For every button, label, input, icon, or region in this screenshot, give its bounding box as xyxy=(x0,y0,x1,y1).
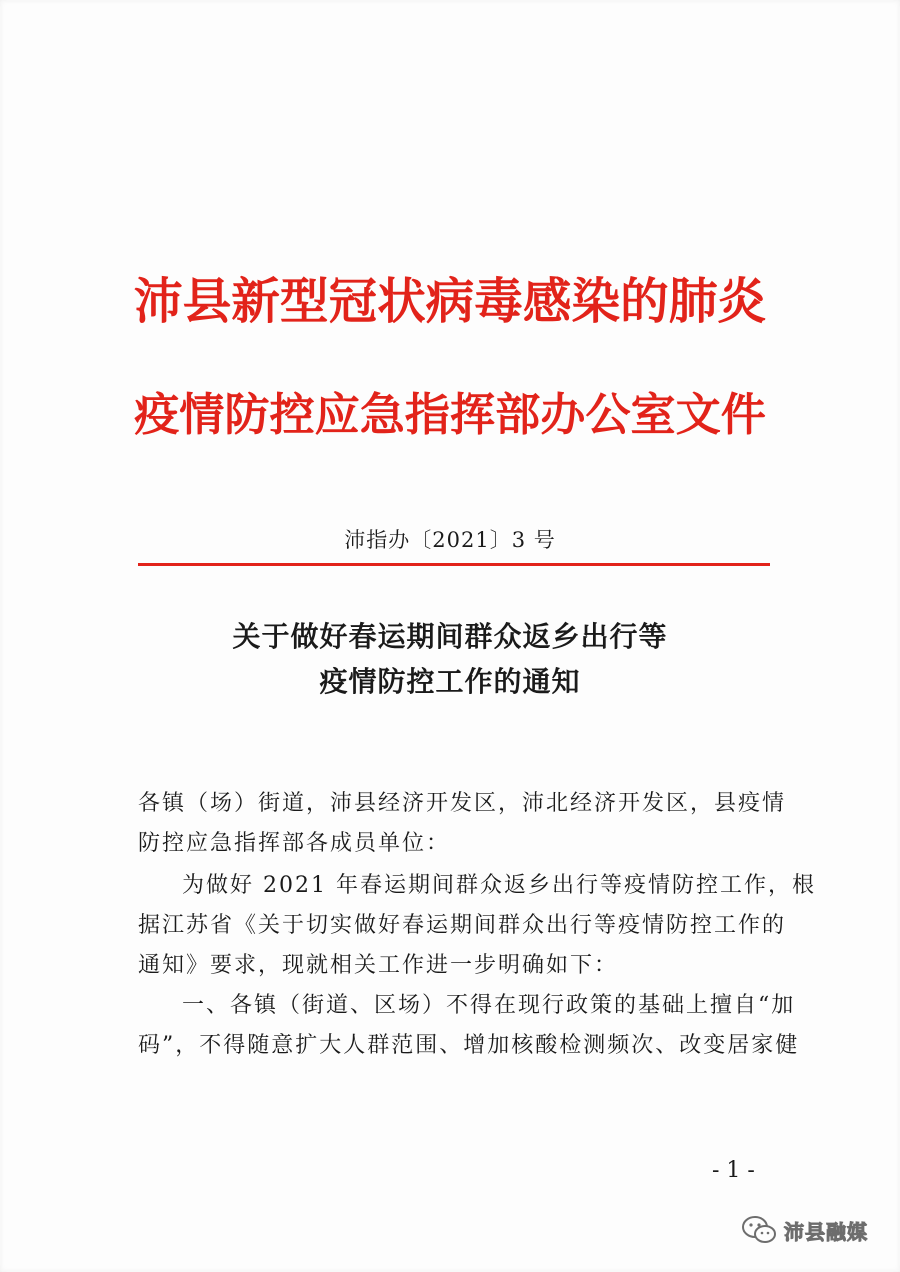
paragraph-1-line-1: 为做好 2021 年春运期间群众返乡出行等疫情防控工作，根 xyxy=(182,873,816,898)
wechat-icon xyxy=(740,1214,778,1246)
addressee-line-2: 防控应急指挥部各成员单位： xyxy=(138,831,451,856)
paragraph-2-line-2: 码”，不得随意扩大人群范围、增加核酸检测频次、改变居家健 xyxy=(138,1033,800,1058)
paragraph-2-line-1: 一、各镇（街道、区场）不得在现行政策的基础上擅自“加 xyxy=(182,993,796,1018)
notice-title-line-2: 疫情防控工作的通知 xyxy=(319,665,581,698)
paragraph-1-line-2: 据江苏省《关于切实做好春运期间群众出行等疫情防控工作的 xyxy=(138,913,787,938)
notice-title-line-1: 关于做好春运期间群众返乡出行等 xyxy=(232,620,668,653)
document-number: 沛指办〔2021〕3 号 xyxy=(344,528,556,552)
paragraph-1-line-3: 通知》要求，现就相关工作进一步明确如下： xyxy=(138,953,619,978)
issuing-authority-line-2: 疫情防控应急指挥部办公室文件 xyxy=(134,388,766,441)
page-number: - 1 - xyxy=(712,1158,755,1183)
addressee-line-1: 各镇（场）街道，沛县经济开发区，沛北经济开发区，县疫情 xyxy=(138,791,787,816)
wechat-watermark xyxy=(740,1214,868,1246)
watermark-text: 沛县融媒 xyxy=(784,1219,868,1244)
issuing-authority-line-1: 沛县新型冠状病毒感染的肺炎 xyxy=(134,274,766,330)
red-divider-line xyxy=(138,563,770,566)
